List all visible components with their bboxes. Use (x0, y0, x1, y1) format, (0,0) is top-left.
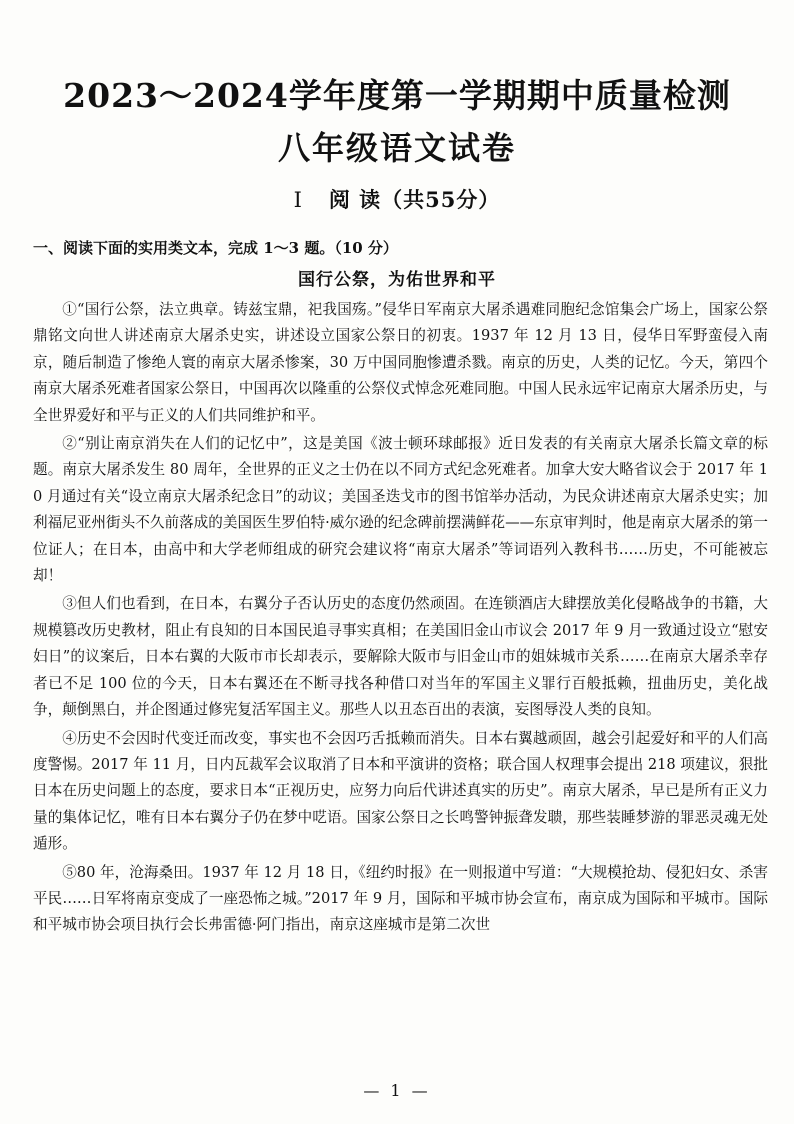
question-instruction: 一、阅读下面的实用类文本，完成 1～3 题。（10 分） (33, 239, 398, 257)
article-body (33, 297, 768, 941)
paragraph-2: ②“别让南京消失在人们的记忆中”，这是美国《波士顿环球邮报》近日发表的有关南京大屠杀长篇文章的标题。南京大屠杀发生 80 周年，全世界的正义之士仍在以不同方式纪念死难者。加拿大安大略省议会于 2017 年 10 月通过有关“设立南京大屠杀纪念日”的动议；美国圣迭戈市的图书馆举办活动，为民众讲述南京大屠杀史实；加利福尼亚州街头不久前落成的美国医生罗伯特·威尔逊的纪念碑前摆满鲜花——东京审判时，他是南京大屠杀的第一位证人；在日本，由高中和大学老师组成的研究会建议将“南京大屠杀”等词语列入教科书……历史，不可能被忘却！ (33, 435, 768, 585)
section-heading (0, 186, 794, 214)
paragraph-5: ⑤80 年，沧海桑田。1937 年 12 月 18 日，《纽约时报》在一则报道中写道：“大规模抢劫、侵犯妇女、杀害平民……日军将南京变成了一座恐怖之城。”2017 年 9 月，国际和平城市协会宣布，南京成为国际和平城市。国际和平城市协会项目执行会长弗雷德·阿门指出，南京这座城市是第二次世 (33, 863, 768, 934)
page-number: — 1 — (363, 1081, 431, 1100)
exam-subtitle: 八年级语文试卷 (277, 129, 516, 167)
section-title: 阅 读（共55分） (328, 187, 501, 212)
paragraph-4: ④历史不会因时代变迁而改变，事实也不会因巧舌抵赖而消失。日本右翼越顽固，越会引起爱好和平的人们高度警惕。2017 年 11 月，日内瓦裁军会议取消了日本和平演讲的资格；联合国人权理事会提出 218 项建议，狠批日本在历史问题上的态度，要求日本“正视历史，应努力向后代讲述真实的历史”。南京大屠杀，早已是所有正义力量的集体记忆，唯有日本右翼分子仍在梦中呓语。国家公祭日之长鸣警钟振聋发聩，那些装睡梦游的罪恶灵魂无处遁形。 (33, 729, 768, 853)
paragraph-3: ③但人们也看到，在日本，右翼分子否认历史的态度仍然顽固。在连锁酒店大肆摆放美化侵略战争的书籍，大规模篡改历史教材，阻止有良知的日本国民追寻事实真相；在美国旧金山市议会 2017 年 9 月一致通过设立“慰安妇日”的议案后，日本右翼的大阪市市长却表示，要解除大阪市与旧金山市的姐妹城市关系……在南京大屠杀幸存者已不足 100 位的今天，日本右翼还在不断寻找各种借口对当年的军国主义罪行百般抵赖，扭曲历史，美化战争，颠倒黑白，并企图通过修宪复活军国主义。那些人以丑态百出的表演，妄图辱没人类的良知。 (33, 595, 768, 719)
article-title: 国行公祭，为佑世界和平 (298, 270, 496, 290)
paragraph-1: ①“国行公祭，法立典章。铸兹宝鼎，祀我国殇。”侵华日军南京大屠杀遇难同胞纪念馆集会广场上，国家公祭鼎铭文向世人讲述南京大屠杀史实，讲述设立国家公祭日的初衷。1937 年 12 月 13 日，侵华日军野蛮侵入南京，随后制造了惨绝人寰的南京大屠杀惨案，30 万中国同胞惨遭杀戮。南京的历史，人类的记忆。今天，第四个南京大屠杀死难者国家公祭日，中国再次以隆重的公祭仪式悼念死难同胞。中国人民永远牢记南京大屠杀历史，与全世界爱好和平与正义的人们共同维护和平。 (33, 301, 768, 424)
section-roman-numeral: Ⅰ (293, 188, 303, 212)
exam-title: 2023～2024学年度第一学期期中质量检测 (63, 76, 731, 115)
